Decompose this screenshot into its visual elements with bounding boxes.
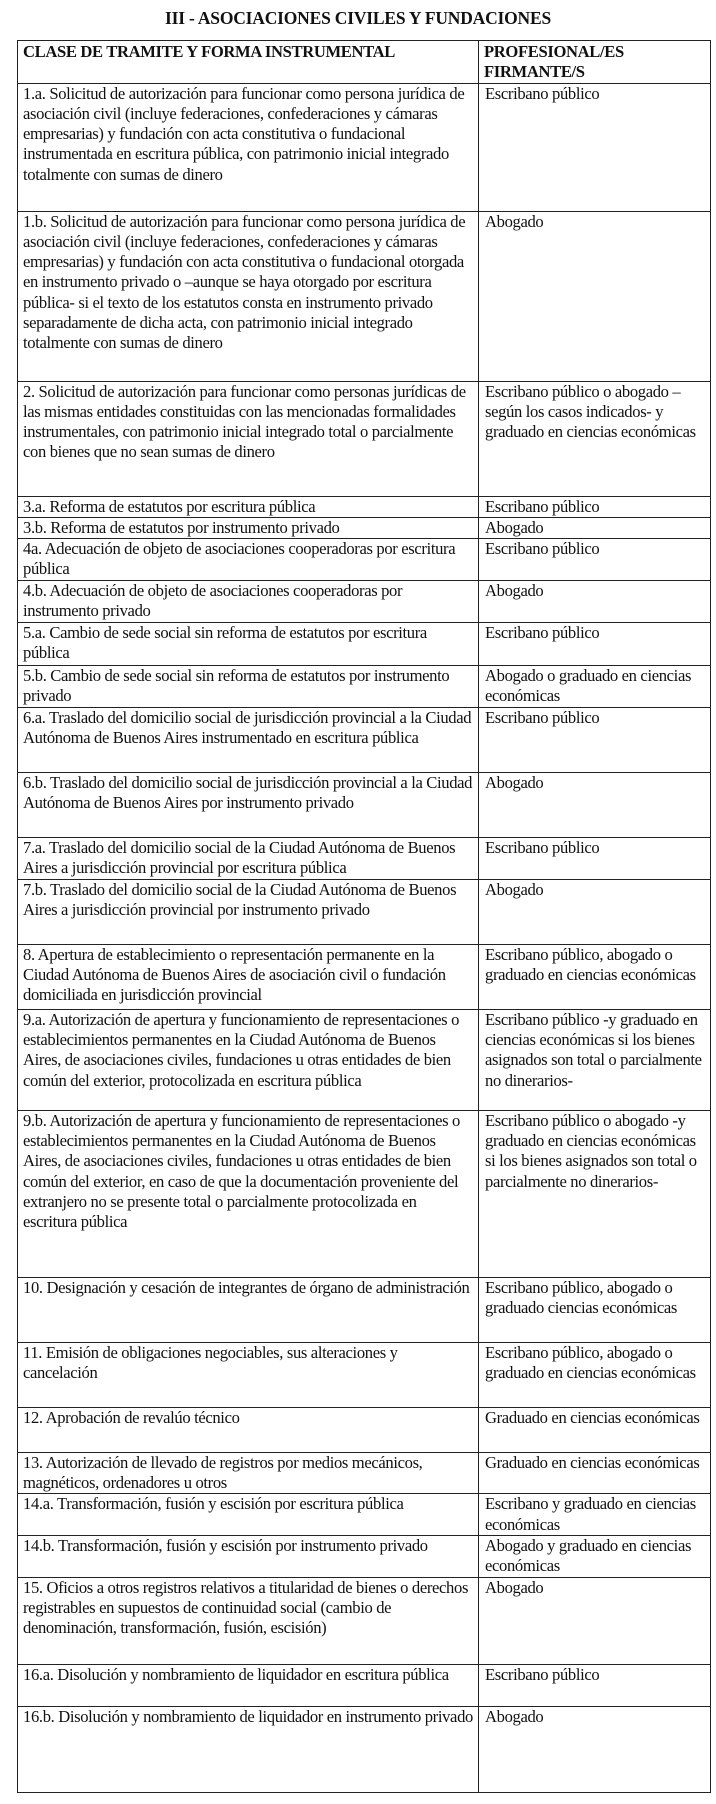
- tramite-cell: 1.a. Solicitud de autorización para funcionar como persona jurídica de asociación civil (incluye federaciones, confederaciones y cámaras empresarias) y fundación con acta constitutiva o fundacional instrumentada en escritura pública, con patrimonio inicial integrado totalmente con sumas de dinero: [18, 83, 479, 211]
- profesional-cell: Abogado o graduado en ciencias económicas: [479, 665, 711, 707]
- table-row: [18, 539, 711, 581]
- table-header-row: [18, 41, 711, 84]
- document-title: III - ASOCIACIONES CIVILES Y FUNDACIONES: [165, 8, 551, 28]
- tramite-cell: 6.a. Traslado del domicilio social de jurisdicción provincial a la Ciudad Autónoma de Buenos Aires instrumentado en escritura pública: [18, 707, 479, 772]
- table-row: [18, 707, 711, 772]
- table-row: [18, 837, 711, 879]
- table-row: [18, 1577, 711, 1664]
- table-row: [18, 1452, 711, 1494]
- tramite-cell: 7.a. Traslado del domicilio social de la Ciudad Autónoma de Buenos Aires a jurisdicción provincial por escritura pública: [18, 837, 479, 879]
- profesional-cell: Abogado: [479, 772, 711, 837]
- profesional-cell: Abogado: [479, 517, 711, 538]
- profesional-cell: Escribano público: [479, 496, 711, 517]
- profesional-cell: Graduado en ciencias económicas: [479, 1407, 711, 1452]
- table-body: [18, 83, 711, 1792]
- profesional-cell: Abogado y graduado en ciencias económicas: [479, 1535, 711, 1577]
- table-row: [18, 211, 711, 381]
- tramite-cell: 12. Aprobación de revalúo técnico: [18, 1407, 479, 1452]
- tramite-cell: 10. Designación y cesación de integrantes de órgano de administración: [18, 1277, 479, 1342]
- tramite-cell: 1.b. Solicitud de autorización para funcionar como persona jurídica de asociación civil (incluye federaciones, confederaciones y cámaras empresarias) y fundación con acta constitutiva o fundacional otorgada en instrumento privado o –aunque se haya otorgado por escritura pública- si el texto de los estatutos consta en instrumento privado separadamente de dicha acta, con patrimonio inicial integrado totalmente con sumas de dinero: [18, 211, 479, 381]
- tramite-cell: 4a. Adecuación de objeto de asociaciones cooperadoras por escritura pública: [18, 539, 479, 581]
- table-row: [18, 580, 711, 622]
- profesional-cell: Escribano público: [479, 622, 711, 665]
- table-row: [18, 1407, 711, 1452]
- header-profesional-firmante: PROFESIONAL/ES FIRMANTE/S: [479, 41, 711, 84]
- tramite-cell: 4.b. Adecuación de objeto de asociaciones cooperadoras por instrumento privado: [18, 580, 479, 622]
- table-row: [18, 1494, 711, 1536]
- profesional-cell: Escribano público: [479, 837, 711, 879]
- table-row: [18, 1664, 711, 1706]
- profesional-cell: Escribano público, abogado o graduado en ciencias económicas: [479, 944, 711, 1009]
- profesional-cell: Abogado: [479, 1577, 711, 1664]
- tramite-cell: 16.b. Disolución y nombramiento de liquidador en instrumento privado: [18, 1706, 479, 1792]
- tramite-cell: 8. Apertura de establecimiento o representación permanente en la Ciudad Autónoma de Buenos Aires de asociación civil o fundación domiciliada en jurisdicción provincial: [18, 944, 479, 1009]
- table-row: [18, 665, 711, 707]
- table-row: [18, 944, 711, 1009]
- profesional-cell: Escribano público o abogado -y graduado en ciencias económicas si los bienes asignados son total o parcialmente no dinerarios-: [479, 1110, 711, 1277]
- tramite-cell: 11. Emisión de obligaciones negociables, sus alteraciones y cancelación: [18, 1342, 479, 1407]
- profesional-cell: Graduado en ciencias económicas: [479, 1452, 711, 1494]
- profesional-cell: Escribano público: [479, 707, 711, 772]
- table-row: [18, 772, 711, 837]
- table-row: [18, 1110, 711, 1277]
- table-row: [18, 517, 711, 538]
- profesional-cell: Escribano público, abogado o graduado ciencias económicas: [479, 1277, 711, 1342]
- table-row: [18, 1277, 711, 1342]
- table-row: [18, 381, 711, 496]
- tramite-cell: 9.b. Autorización de apertura y funcionamiento de representaciones o establecimientos permanentes en la Ciudad Autónoma de Buenos Aires, de asociaciones civiles, fundaciones u otras entidades de bien común del exterior, en caso de que la documentación proveniente del extranjero no se presente total o parcialmente protocolizada en escritura pública: [18, 1110, 479, 1277]
- table-row: [18, 1342, 711, 1407]
- table-row: [18, 879, 711, 944]
- profesional-cell: Abogado: [479, 211, 711, 381]
- tramite-cell: 9.a. Autorización de apertura y funcionamiento de representaciones o establecimientos permanentes en la Ciudad Autónoma de Buenos Aires, de asociaciones civiles, fundaciones u otras entidades de bien común del exterior, protocolizada en escritura pública: [18, 1009, 479, 1110]
- table-row: [18, 1535, 711, 1577]
- profesional-cell: Escribano y graduado en ciencias económicas: [479, 1494, 711, 1536]
- tramites-table: [17, 40, 711, 1793]
- profesional-cell: Abogado: [479, 1706, 711, 1792]
- tramite-cell: 7.b. Traslado del domicilio social de la Ciudad Autónoma de Buenos Aires a jurisdicción provincial por instrumento privado: [18, 879, 479, 944]
- profesional-cell: Escribano público: [479, 539, 711, 581]
- tramite-cell: 3.a. Reforma de estatutos por escritura pública: [18, 496, 479, 517]
- tramite-cell: 14.a. Transformación, fusión y escisión por escritura pública: [18, 1494, 479, 1536]
- profesional-cell: Escribano público: [479, 83, 711, 211]
- tramite-cell: 6.b. Traslado del domicilio social de jurisdicción provincial a la Ciudad Autónoma de Buenos Aires por instrumento privado: [18, 772, 479, 837]
- table-row: [18, 622, 711, 665]
- table-row: [18, 1706, 711, 1792]
- tramite-cell: 5.a. Cambio de sede social sin reforma de estatutos por escritura pública: [18, 622, 479, 665]
- header-clase-tramite: CLASE DE TRAMITE Y FORMA INSTRUMENTAL: [18, 41, 479, 84]
- tramite-cell: 2. Solicitud de autorización para funcionar como personas jurídicas de las mismas entidades constituidas con las mencionadas formalidades instrumentales, con patrimonio inicial integrado total o parcialmente con bienes que no sean sumas de dinero: [18, 381, 479, 496]
- tramite-cell: 5.b. Cambio de sede social sin reforma de estatutos por instrumento privado: [18, 665, 479, 707]
- tramite-cell: 15. Oficios a otros registros relativos a titularidad de bienes o derechos registrables en supuestos de continuidad social (cambio de denominación, transformación, fusión, escisión): [18, 1577, 479, 1664]
- profesional-cell: Abogado: [479, 580, 711, 622]
- table-row: [18, 1009, 711, 1110]
- profesional-cell: Escribano público: [479, 1664, 711, 1706]
- profesional-cell: Abogado: [479, 879, 711, 944]
- profesional-cell: Escribano público -y graduado en ciencias económicas si los bienes asignados son total o parcialmente no dinerarios-: [479, 1009, 711, 1110]
- tramite-cell: 13. Autorización de llevado de registros por medios mecánicos, magnéticos, ordenadores u otros: [18, 1452, 479, 1494]
- table-row: [18, 83, 711, 211]
- tramite-cell: 16.a. Disolución y nombramiento de liquidador en escritura pública: [18, 1664, 479, 1706]
- profesional-cell: Escribano público o abogado –según los casos indicados- y graduado en ciencias económicas: [479, 381, 711, 496]
- tramite-cell: 14.b. Transformación, fusión y escisión por instrumento privado: [18, 1535, 479, 1577]
- tramite-cell: 3.b. Reforma de estatutos por instrumento privado: [18, 517, 479, 538]
- profesional-cell: Escribano público, abogado o graduado en ciencias económicas: [479, 1342, 711, 1407]
- table-row: [18, 496, 711, 517]
